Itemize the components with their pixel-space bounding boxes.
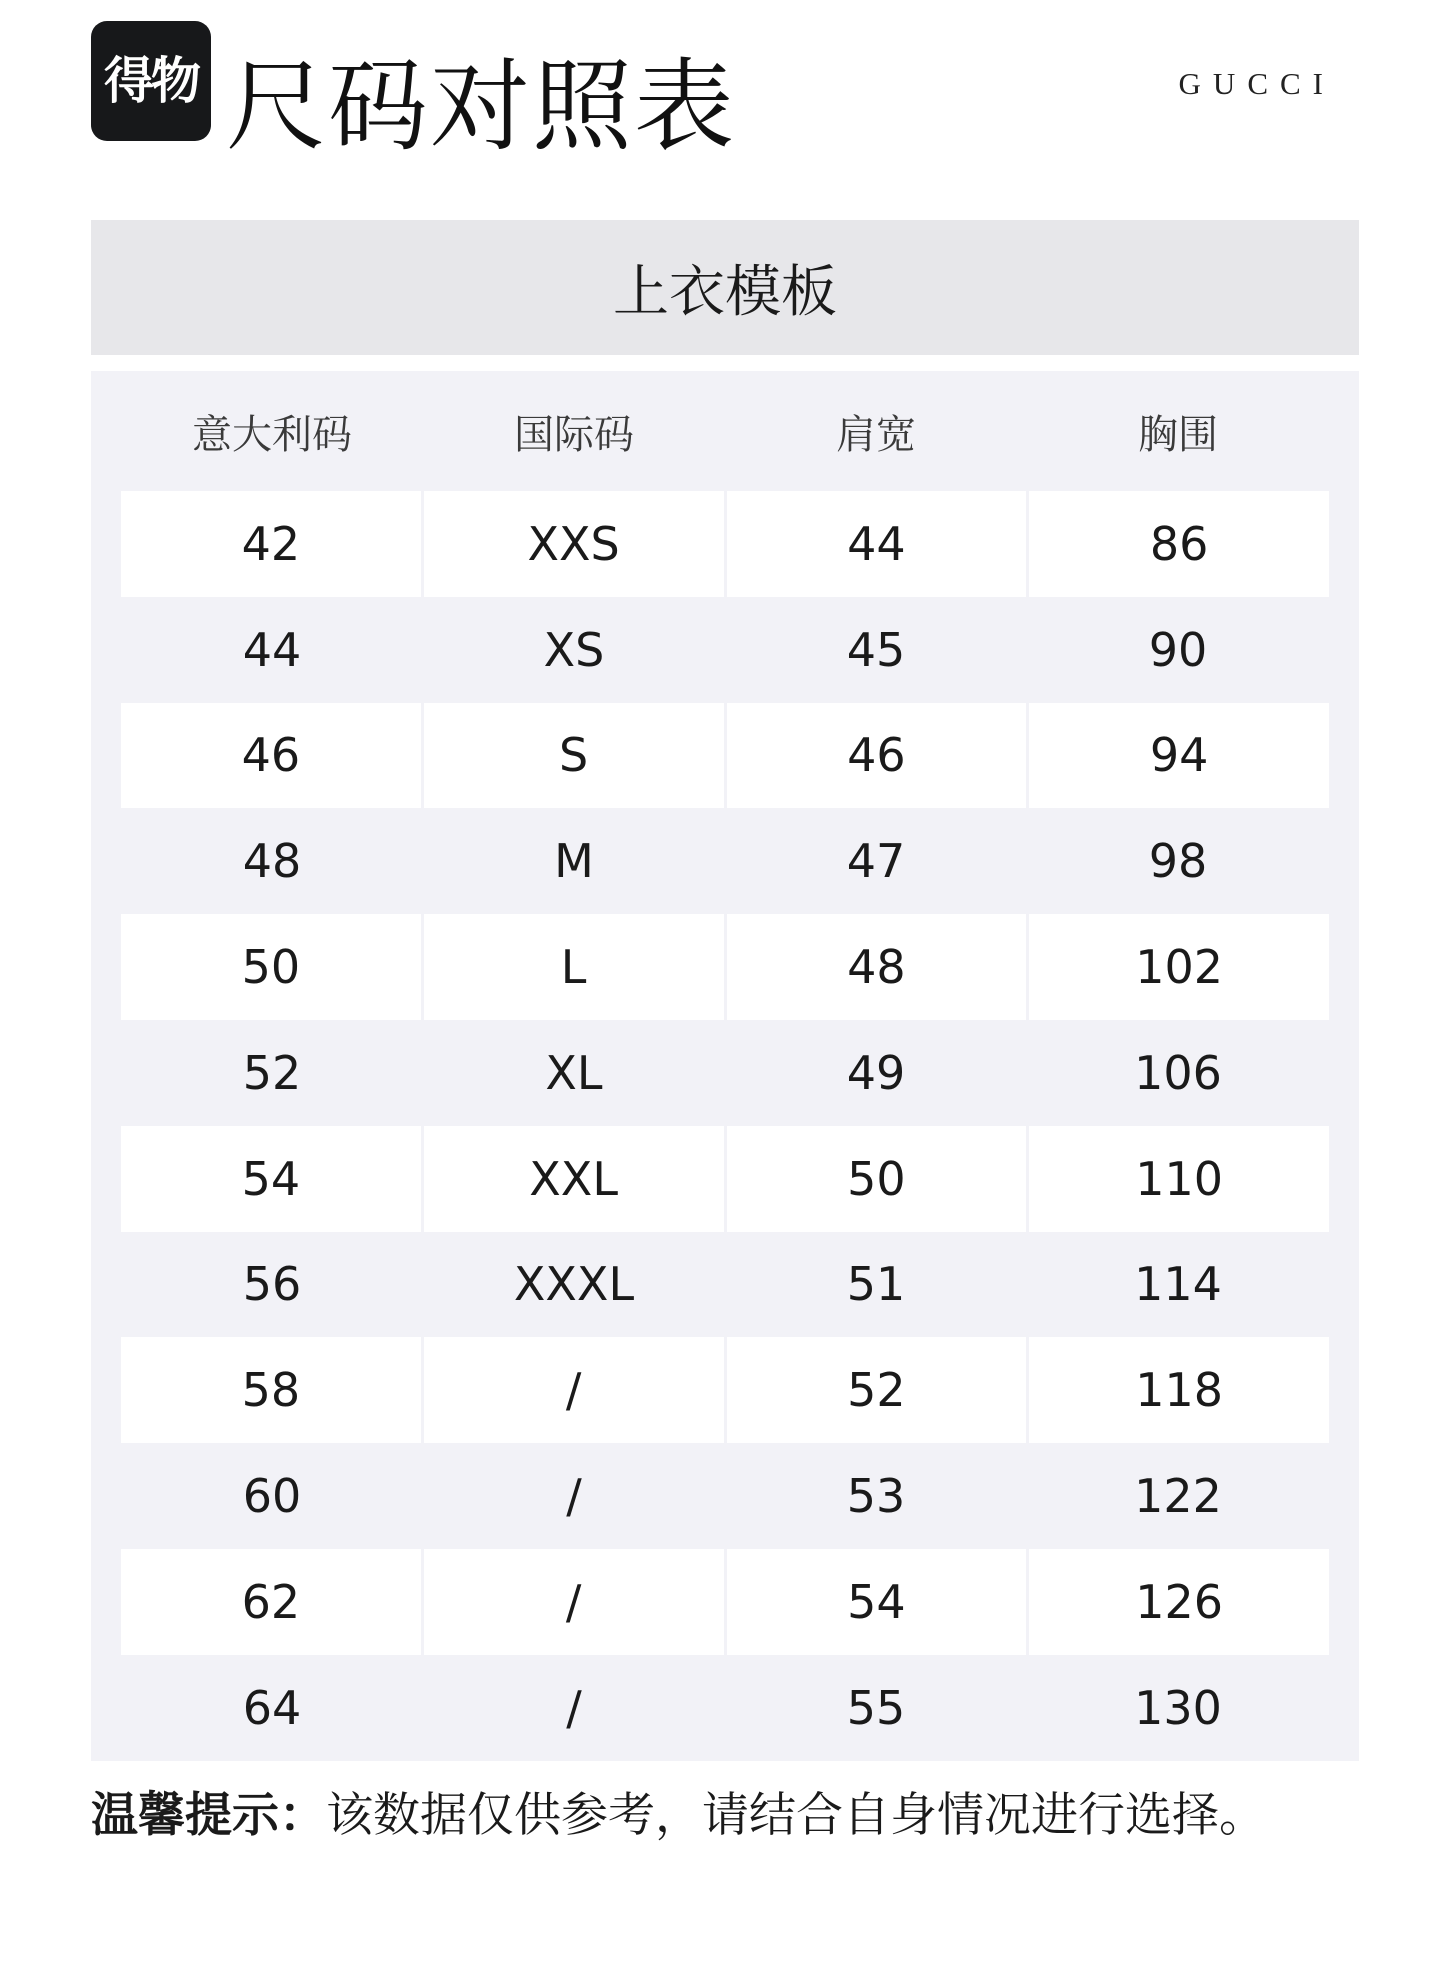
cell-international-size: XS — [543, 622, 605, 677]
app-logo-text: 得物 — [104, 52, 198, 110]
table-row — [121, 1443, 1329, 1549]
cell-chest: 122 — [1134, 1469, 1222, 1524]
cell-shoulder-width: 44 — [727, 491, 1027, 597]
cell-international-size: / — [424, 1337, 724, 1443]
cell-italian-size: 62 — [121, 1549, 421, 1655]
cell-international-size: / — [566, 1680, 582, 1735]
cell-international-size: / — [566, 1469, 582, 1524]
column-header-shoulder-width: 肩宽 — [836, 411, 916, 458]
cell-shoulder-width: 52 — [727, 1337, 1027, 1443]
table-body — [121, 491, 1329, 1761]
app-logo — [91, 21, 211, 141]
cell-chest: 102 — [1029, 914, 1329, 1020]
cell-chest: 94 — [1029, 703, 1329, 809]
table-row — [121, 808, 1329, 914]
cell-international-size: / — [424, 1549, 724, 1655]
table-row — [121, 914, 1329, 1020]
column-header-italian-size: 意大利码 — [192, 411, 352, 458]
cell-international-size: L — [424, 914, 724, 1020]
table-row — [121, 597, 1329, 703]
cell-chest: 130 — [1134, 1680, 1222, 1735]
table-row — [121, 1126, 1329, 1232]
cell-shoulder-width: 45 — [846, 622, 906, 677]
cell-chest: 90 — [1148, 622, 1208, 677]
table-row — [121, 1549, 1329, 1655]
cell-chest: 118 — [1029, 1337, 1329, 1443]
cell-shoulder-width: 53 — [846, 1469, 906, 1524]
tip-label: 温馨提示： — [91, 1788, 326, 1843]
cell-italian-size: 58 — [121, 1337, 421, 1443]
cell-italian-size: 52 — [242, 1045, 302, 1100]
cell-shoulder-width: 54 — [727, 1549, 1027, 1655]
cell-chest: 106 — [1134, 1045, 1222, 1100]
cell-italian-size: 50 — [121, 914, 421, 1020]
cell-shoulder-width: 49 — [846, 1045, 906, 1100]
cell-italian-size: 54 — [121, 1126, 421, 1232]
cell-chest: 86 — [1029, 491, 1329, 597]
cell-chest: 98 — [1148, 834, 1208, 889]
cell-shoulder-width: 48 — [727, 914, 1027, 1020]
cell-shoulder-width: 47 — [846, 834, 906, 889]
table-row — [121, 1655, 1329, 1761]
cell-shoulder-width: 51 — [846, 1257, 906, 1312]
table-row — [121, 703, 1329, 809]
cell-chest: 126 — [1029, 1549, 1329, 1655]
column-header-international-size: 国际码 — [514, 411, 634, 458]
cell-international-size: M — [554, 834, 594, 889]
table-row — [121, 491, 1329, 597]
table-header — [121, 371, 1329, 491]
cell-international-size: XXL — [424, 1126, 724, 1232]
cell-italian-size: 48 — [242, 834, 302, 889]
cell-international-size: XXXL — [513, 1257, 635, 1312]
cell-italian-size: 56 — [242, 1257, 302, 1312]
cell-chest: 114 — [1134, 1257, 1222, 1312]
cell-international-size: XL — [545, 1045, 603, 1100]
cell-italian-size: 60 — [242, 1469, 302, 1524]
cell-chest: 110 — [1029, 1126, 1329, 1232]
page-title: 尺码对照表 — [226, 48, 736, 165]
cell-shoulder-width: 55 — [846, 1680, 906, 1735]
tip-text: 该数据仅供参考，请结合自身情况进行选择。 — [326, 1788, 1266, 1843]
section-title: 上衣模板 — [613, 259, 837, 325]
cell-international-size: S — [424, 703, 724, 809]
section-header — [91, 220, 1359, 355]
cell-italian-size: 64 — [242, 1680, 302, 1735]
cell-italian-size: 46 — [121, 703, 421, 809]
table-row — [121, 1232, 1329, 1338]
column-header-chest: 胸围 — [1138, 411, 1218, 458]
brand-logo: GUCCI — [1178, 66, 1335, 101]
table-row — [121, 1337, 1329, 1443]
size-table — [91, 371, 1359, 1761]
cell-italian-size: 44 — [242, 622, 302, 677]
cell-italian-size: 42 — [121, 491, 421, 597]
cell-shoulder-width: 46 — [727, 703, 1027, 809]
tip-note — [91, 1778, 1266, 1845]
table-row — [121, 1020, 1329, 1126]
cell-shoulder-width: 50 — [727, 1126, 1027, 1232]
cell-international-size: XXS — [424, 491, 724, 597]
